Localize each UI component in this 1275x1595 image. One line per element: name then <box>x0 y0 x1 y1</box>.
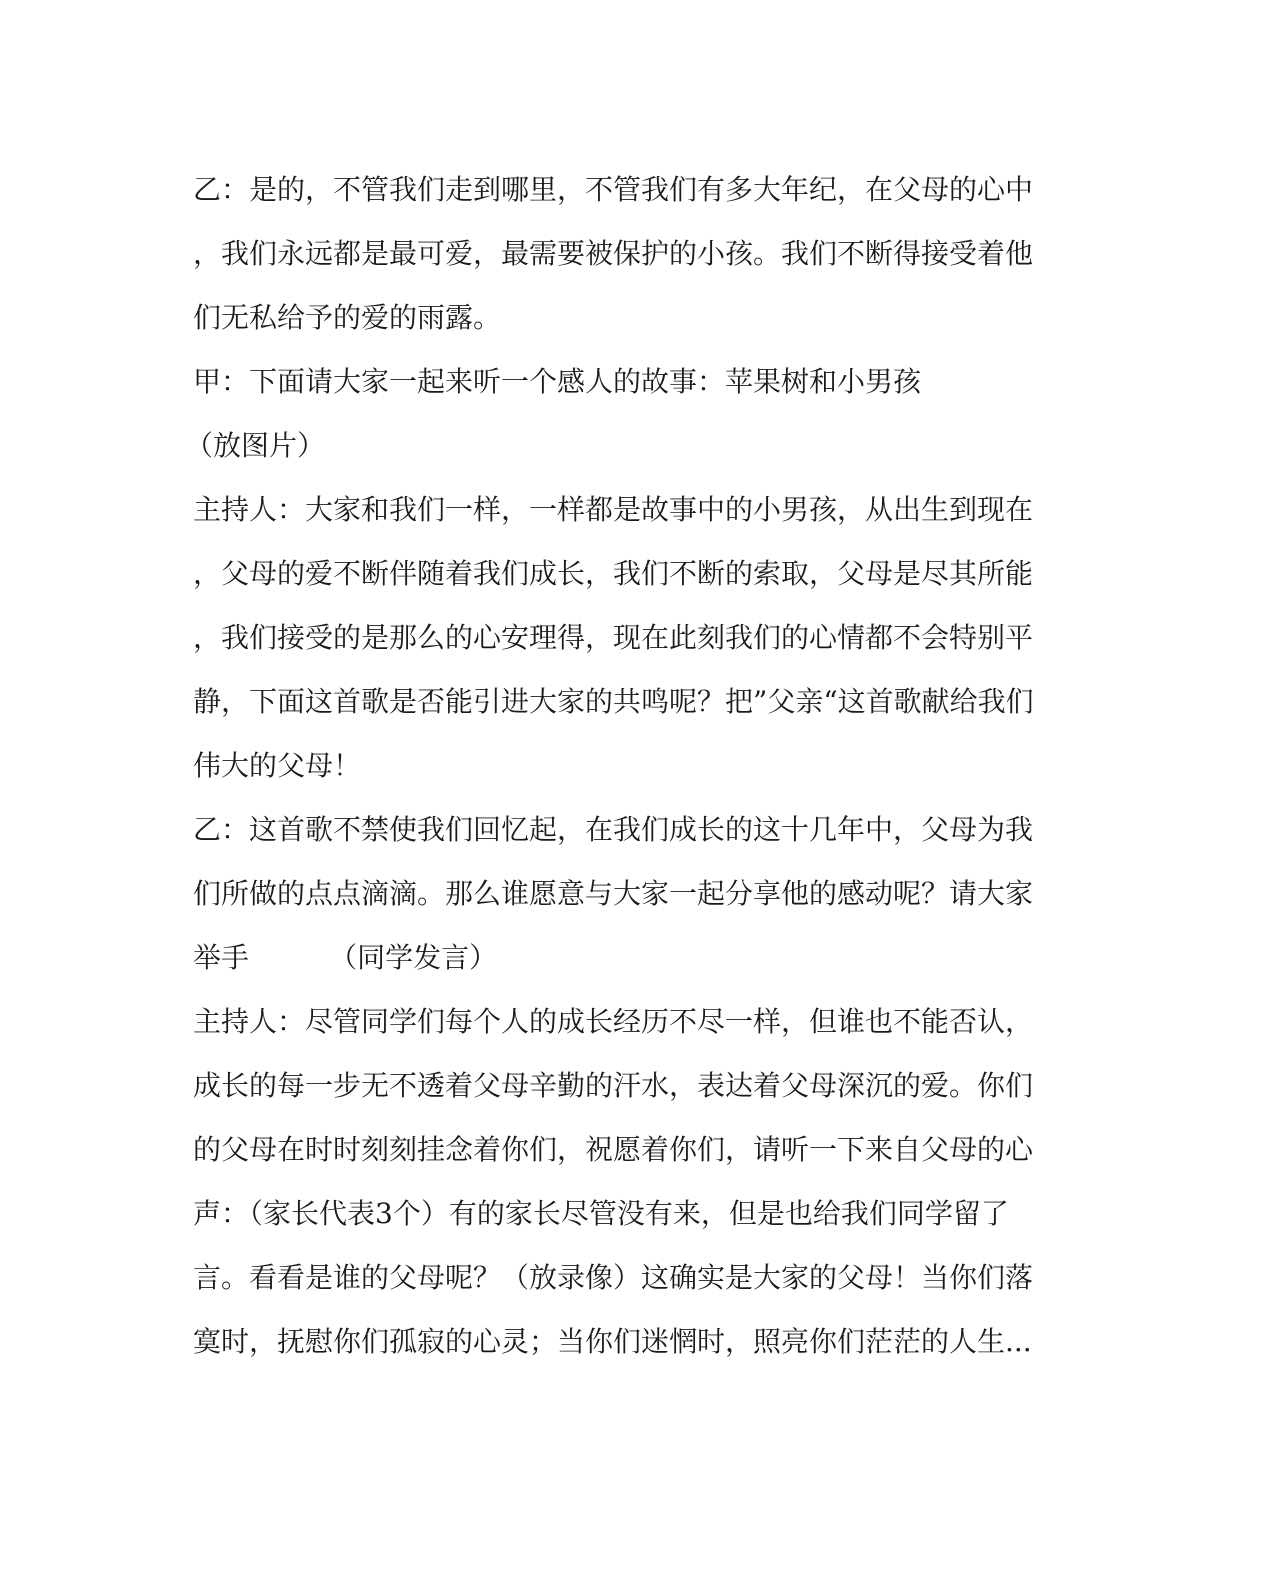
text-line: 成长的每一步无不透着父母辛勤的汗水，表达着父母深沉的爱。你们 <box>193 1069 1034 1102</box>
text-line: 举手 （同学发言） <box>193 941 498 974</box>
text-line: 乙：这首歌不禁使我们回忆起，在我们成长的这十几年中，父母为我 <box>193 813 1034 846</box>
text-line: 声：（家长代表3个）有的家长尽管没有来，但是也给我们同学留了 <box>193 1197 1009 1230</box>
text-line: ，我们接受的是那么的心安理得，现在此刻我们的心情都不会特别平 <box>193 621 1034 654</box>
text-line: 静，下面这首歌是否能引进大家的共鸣呢？把”父亲“这首歌献给我们 <box>193 685 1034 718</box>
text-line: 甲：下面请大家一起来听一个感人的故事：苹果树和小男孩 <box>193 365 922 398</box>
text-line: ，我们永远都是最可爱，最需要被保护的小孩。我们不断得接受着他 <box>193 237 1034 270</box>
text-line: 伟大的父母！ <box>193 749 362 782</box>
text-line: 主持人：尽管同学们每个人的成长经历不尽一样，但谁也不能否认， <box>193 1005 1034 1038</box>
text-line: 们无私给予的爱的雨露。 <box>193 301 502 334</box>
text-line: 的父母在时时刻刻挂念着你们，祝愿着你们，请听一下来自父母的心 <box>193 1133 1034 1166</box>
text-line: 乙：是的，不管我们走到哪里，不管我们有多大年纪，在父母的心中 <box>193 173 1034 206</box>
text-line: （放图片） <box>185 429 326 462</box>
text-line: 言。看看是谁的父母呢？（放录像）这确实是大家的父母！当你们落 <box>193 1261 1034 1294</box>
document-body <box>185 158 1063 1374</box>
text-line: 们所做的点点滴滴。那么谁愿意与大家一起分享他的感动呢？请大家 <box>193 877 1034 910</box>
text-line: ，父母的爱不断伴随着我们成长，我们不断的索取，父母是尽其所能 <box>193 557 1034 590</box>
text-line: 寞时，抚慰你们孤寂的心灵；当你们迷惘时，照亮你们茫茫的人生... <box>193 1325 1032 1358</box>
text-line: 主持人：大家和我们一样，一样都是故事中的小男孩，从出生到现在 <box>193 493 1034 526</box>
